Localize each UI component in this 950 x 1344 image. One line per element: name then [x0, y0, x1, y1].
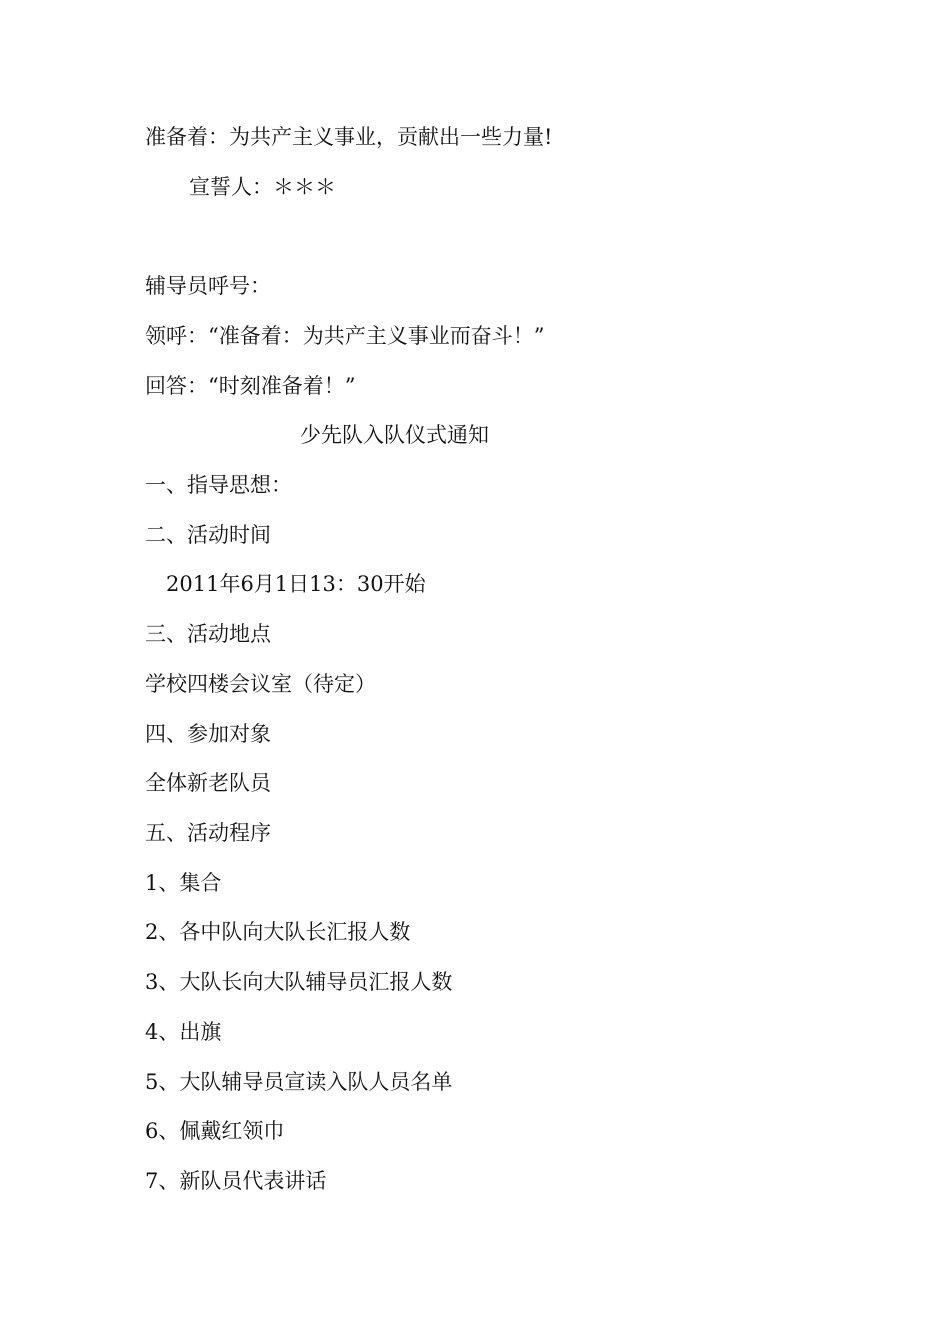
section-guiding-thought: 一、指导思想：: [145, 473, 292, 497]
section-place-heading: 三、活动地点: [145, 622, 271, 646]
program-step: 6、佩戴红领巾: [145, 1119, 285, 1143]
slogan-heading: 辅导员呼号：: [145, 274, 271, 298]
oath-taker-line: 宣誓人：＊＊＊: [189, 175, 336, 199]
oath-pledge-line: 准备着：为共产主义事业，贡献出一些力量!: [145, 125, 553, 149]
section-time-value: 2011年6月1日13：30开始: [166, 572, 426, 596]
slogan-lead-call: 领呼：“准备着：为共产主义事业而奋斗！”: [145, 324, 545, 348]
section-program-heading: 五、活动程序: [145, 821, 271, 845]
program-step: 4、出旗: [145, 1020, 222, 1044]
program-step: 1、集合: [145, 871, 222, 895]
program-step: 5、大队辅导员宣读入队人员名单: [145, 1070, 453, 1094]
slogan-response: 回答：“时刻准备着！”: [145, 374, 356, 398]
section-participants-value: 全体新老队员: [145, 771, 271, 795]
section-time-heading: 二、活动时间: [145, 523, 271, 547]
program-step: 7、新队员代表讲话: [145, 1169, 327, 1193]
program-step: 2、各中队向大队长汇报人数: [145, 920, 411, 944]
section-place-value: 学校四楼会议室（待定）: [145, 672, 376, 696]
notice-title: 少先队入队仪式通知: [300, 423, 489, 447]
section-participants-heading: 四、参加对象: [145, 722, 271, 746]
program-step: 3、大队长向大队辅导员汇报人数: [145, 970, 453, 994]
